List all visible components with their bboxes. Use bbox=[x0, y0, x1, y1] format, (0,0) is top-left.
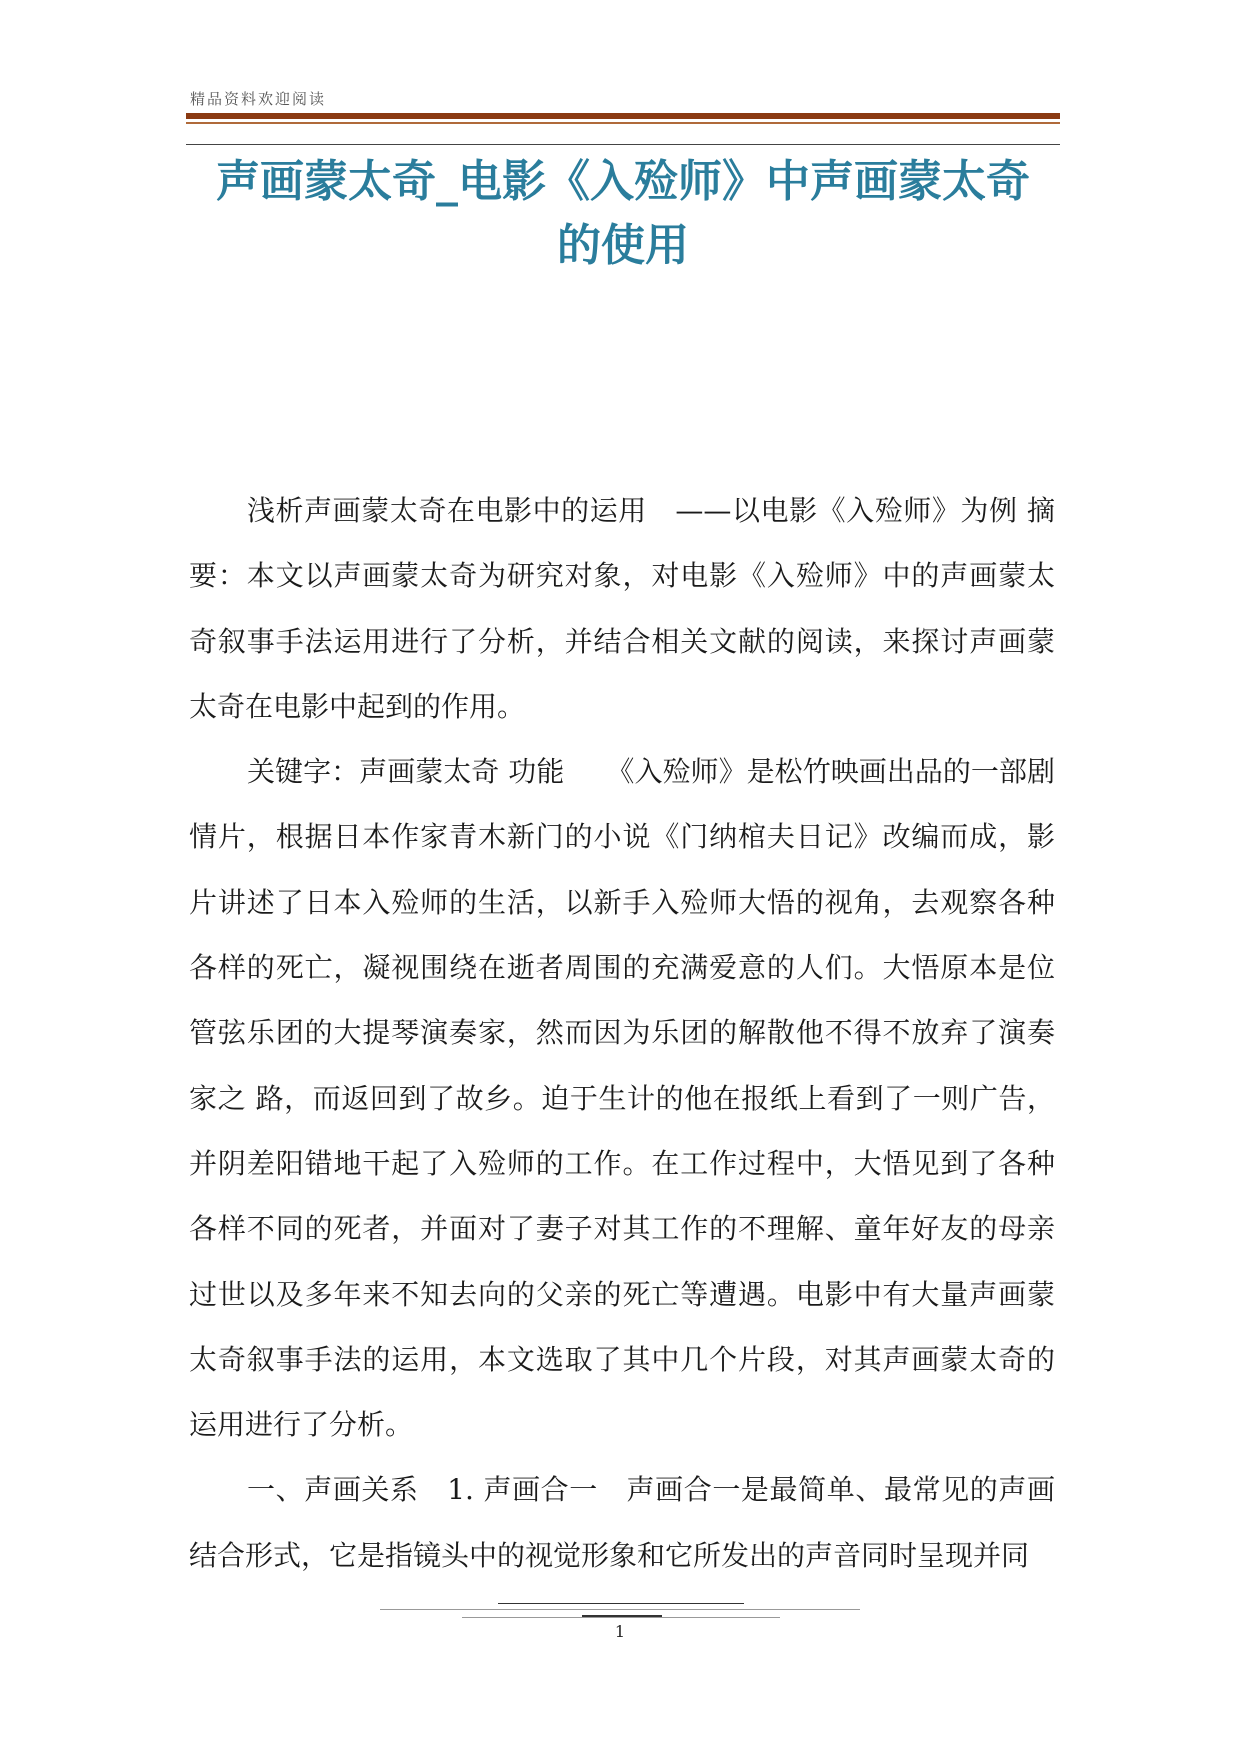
header-rule-line bbox=[186, 144, 1060, 145]
title-line-1: 声画蒙太奇_电影《入殓师》中声画蒙太奇 bbox=[216, 156, 1030, 207]
page-number: 1 bbox=[614, 1622, 626, 1641]
header-rule-thick bbox=[186, 113, 1060, 119]
header-rule-thin bbox=[186, 122, 1060, 124]
paragraph-section-one: 一、声画关系 1. 声画合一 声画合一是最简单、最常见的声画结合形式，它是指镜头中的视觉形象和它所发出的声音同时呈现并同 bbox=[189, 1473, 1055, 1572]
paragraph-abstract: 浅析声画蒙太奇在电影中的运用 ——以电影《入殓师》为例 摘要：本文以声画蒙太奇为研究对象，对电影《入殓师》中的声画蒙太奇叙事手法运用进行了分析，并结合相关文献的阅读，来探讨声画蒙太奇在电影中起到的作用。 bbox=[189, 494, 1055, 723]
page-title bbox=[186, 150, 1060, 278]
paragraph-keywords-intro: 关键字：声画蒙太奇 功能 《入殓师》是松竹映画出品的一部剧情片，根据日本作家青木新门的小说《门纳棺夫日记》改编而成，影片讲述了日本入殓师的生活，以新手入殓师大悟的视角，去观察各种各样的死亡，凝视围绕在逝者周围的充满爱意的人们。大悟原本是位管弦乐团的大提琴演奏家，然而因为乐团的解散他不得不放弃了演奏家之 路，而返回到了故乡。迫于生计的他在报纸上看到了一则广告，并阴差阳错地干起了入殓师的工作。在工作过程中，大悟见到了各种各样不同的死者，并面对了妻子对其工作的不理解、童年好友的母亲过世以及多年来不知去向的父亲的死亡等遭遇。电影中有大量声画蒙太奇叙事手法的运用，本文选取了其中几个片段，对其声画蒙太奇的运用进行了分析。 bbox=[189, 755, 1055, 1442]
running-header: 精品资料欢迎阅读 bbox=[190, 90, 327, 108]
body-text bbox=[189, 478, 1055, 1588]
footer-rule bbox=[462, 1617, 780, 1618]
footer-rule bbox=[498, 1603, 744, 1604]
title-line-2: 的使用 bbox=[557, 220, 689, 271]
footer-rule bbox=[380, 1609, 860, 1610]
